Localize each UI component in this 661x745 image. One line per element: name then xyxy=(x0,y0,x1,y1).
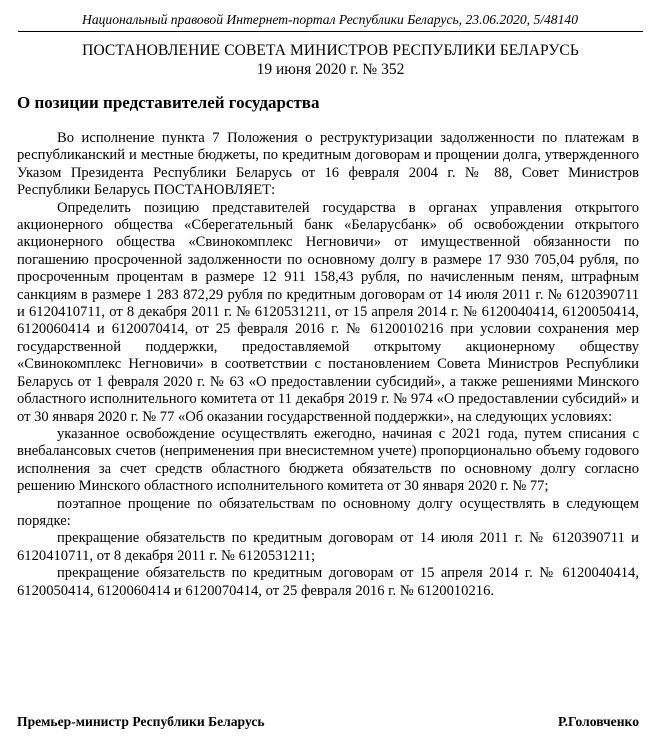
paragraph-condition-1: указанное освобождение осуществлять ежегодно, начиная с 2021 года, путем списания с внебалансовых счетов (неприменения при внесистемном учете) пропорционально объему годового исполнения за счет средств областного бюджета обязательств по основному долгу согласно решению Минского областного исполнительного комитета от 30 января 2020 г. № 77; xyxy=(17,425,639,495)
paragraph-stage-1: прекращение обязательств по кредитным договорам от 14 июля 2011 г. № 6120390711 и 6120410711, от 8 декабря 2011 г. № 6120531211; xyxy=(17,530,639,564)
source-header: Национальный правовой Интернет-портал Республики Беларусь, 23.06.2020, 5/48140 xyxy=(82,12,578,27)
document-title: О позиции представителей государства xyxy=(17,93,320,112)
signatory-name: Р.Головченко xyxy=(558,714,639,729)
paragraph-decision: Определить позицию представителей государства в органах управления открытого акционерного общества «Сберегательный банк «Беларусбанк» об освобождении открытого акционерного общества «Свинокомплекс Негновичи» от имущественной обязанности по погашению просроченной задолженности по основному долгу в размере 17 930 705,04 рубля, по просроченным процентам в размере 12 911 158,43 рубля, по начисленным пеням, штрафным санкциям в размере 1 283 872,29 рубля по кредитным договорам от 14 июля 2011 г. № 6120390711 и 6120410711, от 8 декабря 2011 г. № 6120531211, от 15 апреля 2014 г. № 6120040414, 6120050414, 6120060414 и 6120070414, от 25 февраля 2016 г. № 6120010216 при условии сохранения мер государственной поддержки, предоставляемой открытому акционерному обществу «Свинокомплекс Негновичи» в соответствии с постановлением Совета Министров Республики Беларусь от 1 февраля 2020 г. № 63 «О предоставлении субсидий», а также решениями Минского областного исполнительного комитета от 11 декабря 2019 г. № 974 «О предоставлении субсидий» и от 30 января 2020 г. № 77 «Об оказании государственной поддержки», на следующих условиях: xyxy=(17,199,639,425)
signatory-position: Премьер-министр Республики Беларусь xyxy=(17,714,265,729)
document-type: ПОСТАНОВЛЕНИЕ СОВЕТА МИНИСТРОВ РЕСПУБЛИКИ БЕЛАРУСЬ xyxy=(82,42,579,59)
paragraph-condition-2: поэтапное прощение по обязательствам по основному долгу осуществлять в следующем порядке: xyxy=(17,495,639,529)
document-date-number: 19 июня 2020 г. № 352 xyxy=(256,61,405,78)
document-body xyxy=(17,130,639,600)
header-divider xyxy=(18,31,643,32)
paragraph-stage-2: прекращение обязательств по кредитным договорам от 15 апреля 2014 г. № 6120040414, 6120050414, 6120060414 и 6120070414, от 25 февраля 2016 г. № 6120010216. xyxy=(17,565,639,599)
paragraph-preamble: Во исполнение пункта 7 Положения о реструктуризации задолженности по платежам в республиканский и местные бюджеты, по кредитным договорам и прощении долга, утвержденного Указом Президента Республики Беларусь от 16 февраля 2004 г. № 88, Совет Министров Республики Беларусь ПОСТАНОВЛЯЕТ: xyxy=(17,130,639,199)
